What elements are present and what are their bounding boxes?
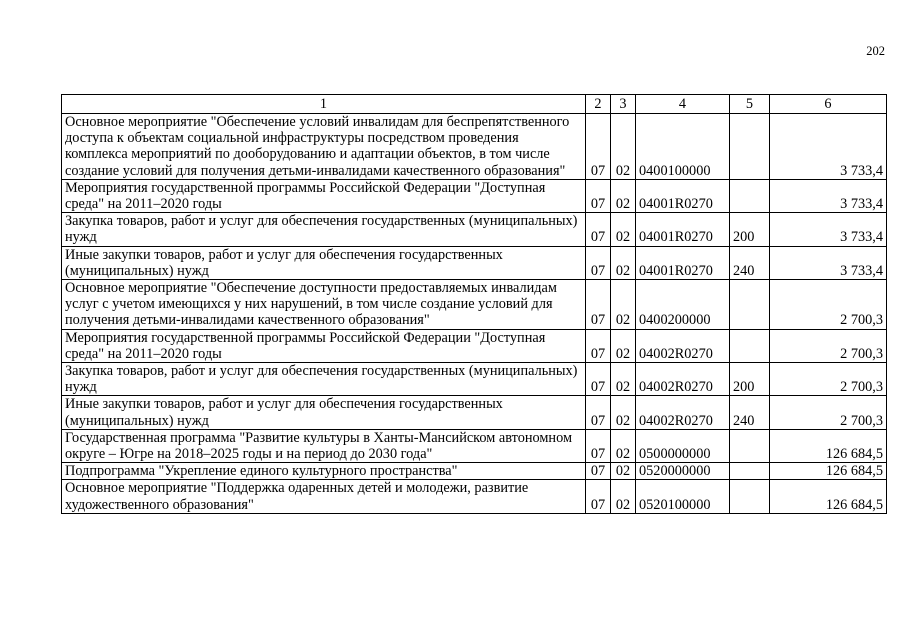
table-row [62,396,887,429]
row-section: 07 [586,179,611,212]
row-expense-type [730,463,770,480]
row-amount: 2 700,3 [770,329,887,362]
table-row [62,179,887,212]
row-amount: 2 700,3 [770,363,887,396]
row-subsection: 02 [611,213,636,246]
row-amount: 3 733,4 [770,213,887,246]
row-amount: 2 700,3 [770,280,887,330]
row-name: Основное мероприятие "Поддержка одаренных детей и молодежи, развитие художественного образования" [62,480,586,513]
row-section: 07 [586,480,611,513]
row-section: 07 [586,213,611,246]
row-expense-type: 200 [730,363,770,396]
row-amount: 2 700,3 [770,396,887,429]
table-row [62,280,887,330]
row-target-code: 0520000000 [636,463,730,480]
row-subsection: 02 [611,280,636,330]
row-section: 07 [586,114,611,180]
row-target-code: 0400200000 [636,280,730,330]
column-header: 6 [770,95,887,114]
row-section: 07 [586,396,611,429]
row-name: Закупка товаров, работ и услуг для обеспечения государственных (муниципальных) нужд [62,363,586,396]
row-subsection: 02 [611,179,636,212]
row-subsection: 02 [611,329,636,362]
table-row [62,246,887,279]
row-subsection: 02 [611,363,636,396]
table-row [62,363,887,396]
row-subsection: 02 [611,246,636,279]
row-expense-type [730,429,770,462]
page-number: 202 [866,44,885,58]
row-expense-type [730,480,770,513]
row-target-code: 0400100000 [636,114,730,180]
row-expense-type: 240 [730,246,770,279]
column-header: 3 [611,95,636,114]
row-target-code: 04002R0270 [636,363,730,396]
row-subsection: 02 [611,396,636,429]
table-row [62,329,887,362]
row-target-code: 04001R0270 [636,213,730,246]
row-target-code: 0500000000 [636,429,730,462]
table-row [62,480,887,513]
row-name: Иные закупки товаров, работ и услуг для обеспечения государственных (муниципальных) нужд [62,396,586,429]
row-amount: 126 684,5 [770,480,887,513]
row-section: 07 [586,429,611,462]
row-subsection: 02 [611,480,636,513]
column-header: 4 [636,95,730,114]
row-amount: 126 684,5 [770,429,887,462]
row-section: 07 [586,463,611,480]
row-target-code: 0520100000 [636,480,730,513]
row-expense-type: 200 [730,213,770,246]
row-target-code: 04001R0270 [636,179,730,212]
row-amount: 3 733,4 [770,114,887,180]
row-name: Основное мероприятие "Обеспечение доступности предоставляемых инвалидам услуг с учетом имеющихся у них нарушений, в том числе создание условий для получения детьми-инвалидами качественного образования" [62,280,586,330]
row-subsection: 02 [611,463,636,480]
column-header: 5 [730,95,770,114]
row-amount: 3 733,4 [770,246,887,279]
row-expense-type [730,114,770,180]
row-expense-type [730,280,770,330]
row-subsection: 02 [611,114,636,180]
row-name: Мероприятия государственной программы Российской Федерации "Доступная среда" на 2011–2020 годы [62,179,586,212]
row-expense-type: 240 [730,396,770,429]
row-target-code: 04001R0270 [636,246,730,279]
column-header: 1 [62,95,586,114]
table-row [62,213,887,246]
row-name: Мероприятия государственной программы Российской Федерации "Доступная среда" на 2011–2020 годы [62,329,586,362]
row-amount: 3 733,4 [770,179,887,212]
row-subsection: 02 [611,429,636,462]
row-expense-type [730,329,770,362]
row-target-code: 04002R0270 [636,329,730,362]
row-section: 07 [586,329,611,362]
table-row [62,463,887,480]
column-header: 2 [586,95,611,114]
budget-table [61,94,887,514]
table-header-row [62,95,887,114]
row-name: Государственная программа "Развитие культуры в Ханты-Мансийском автономном округе – Югре на 2018–2025 годы и на период до 2030 года" [62,429,586,462]
row-name: Иные закупки товаров, работ и услуг для обеспечения государственных (муниципальных) нужд [62,246,586,279]
table-row [62,114,887,180]
row-amount: 126 684,5 [770,463,887,480]
row-name: Основное мероприятие "Обеспечение условий инвалидам для беспрепятственного доступа к объектам социальной инфраструктуры посредством проведения комплекса мероприятий по дооборудованию и адаптации объектов, в том числе создание условий для получения детьми-инвалидами качественного образования" [62,114,586,180]
row-expense-type [730,179,770,212]
row-name: Подпрограмма "Укрепление единого культурного пространства" [62,463,586,480]
row-section: 07 [586,246,611,279]
row-section: 07 [586,363,611,396]
row-section: 07 [586,280,611,330]
row-name: Закупка товаров, работ и услуг для обеспечения государственных (муниципальных) нужд [62,213,586,246]
table-row [62,429,887,462]
row-target-code: 04002R0270 [636,396,730,429]
